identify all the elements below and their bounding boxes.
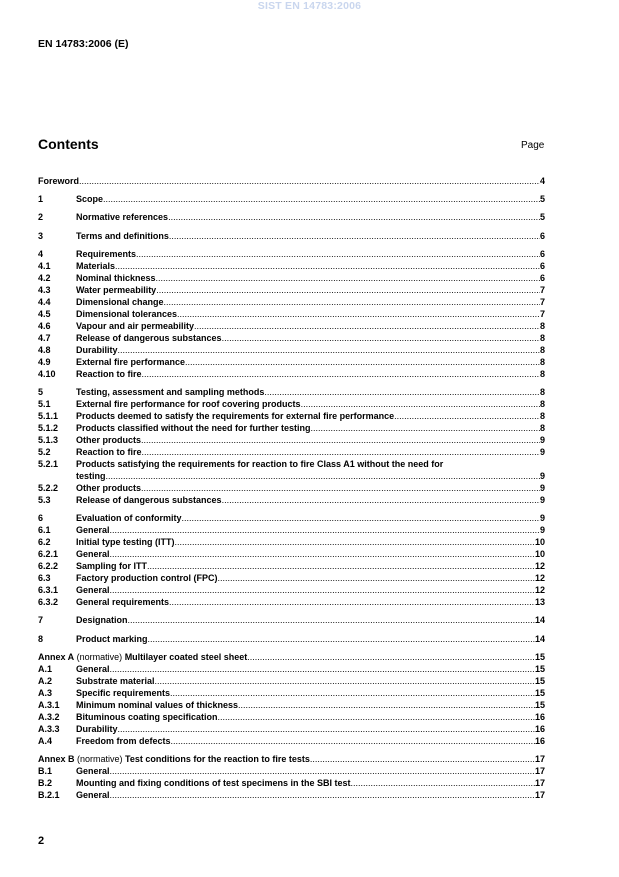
toc-leader-dots — [110, 584, 535, 596]
toc-leader-dots — [394, 410, 540, 422]
toc-entry-number: 2 — [38, 212, 44, 223]
toc-entry-number: 6.2.2 — [38, 561, 59, 572]
toc-leader-dots — [110, 789, 535, 801]
toc-leader-dots — [142, 368, 540, 380]
toc-entry-number: 5.3 — [38, 494, 51, 505]
toc-leader-dots — [170, 687, 535, 699]
toc-leader-dots — [164, 296, 540, 308]
toc-entry-title: Release of dangerous substances — [76, 332, 222, 343]
toc-leader-dots — [110, 548, 535, 560]
toc-entry[interactable] — [38, 422, 545, 434]
toc-leader-dots — [141, 434, 540, 446]
toc-entry-number: 6.3.1 — [38, 585, 59, 596]
toc-page-number: 6 — [539, 248, 545, 259]
toc-entry[interactable] — [38, 446, 545, 458]
toc-entry-title: Bituminous coating specification — [76, 711, 218, 722]
toc-annex-note: (normative) — [74, 651, 125, 662]
toc-entry[interactable] — [38, 663, 545, 675]
toc-entry-title: Sampling for ITT — [76, 561, 147, 572]
toc-entry-number: A.2 — [38, 675, 53, 686]
toc-entry-title: General — [76, 525, 110, 536]
toc-page-number: 8 — [539, 386, 545, 397]
toc-entry-title: Nominal thickness — [76, 272, 156, 283]
toc-entry-number: B.1 — [38, 765, 53, 776]
toc-page-number: 9 — [539, 446, 545, 457]
toc-leader-dots — [115, 260, 540, 272]
toc-leader-dots — [103, 193, 540, 205]
toc-page-number: 9 — [539, 482, 545, 493]
toc-leader-dots — [175, 536, 535, 548]
toc-entry[interactable] — [38, 356, 545, 368]
toc-entry-title: External fire performance — [76, 356, 186, 367]
table-of-contents — [38, 175, 545, 801]
toc-entry[interactable] — [38, 711, 545, 723]
toc-page-number: 7 — [539, 284, 545, 295]
toc-entry-title-continued: testing — [76, 470, 106, 481]
toc-leader-dots — [301, 398, 540, 410]
toc-leader-dots — [169, 230, 540, 242]
toc-leader-dots — [169, 596, 535, 608]
toc-entry[interactable] — [38, 548, 545, 560]
toc-entry[interactable] — [38, 614, 545, 626]
toc-leader-dots — [110, 765, 535, 777]
toc-entry[interactable] — [38, 699, 545, 711]
toc-page-number: 8 — [539, 344, 545, 355]
toc-page-number: 9 — [539, 513, 545, 524]
toc-entry-title: General — [76, 585, 110, 596]
toc-leader-dots — [351, 777, 535, 789]
toc-leader-dots — [156, 284, 540, 296]
toc-entry-title: Freedom from defects — [76, 735, 171, 746]
toc-page-number: 8 — [539, 422, 545, 433]
toc-entry-number: A.3.1 — [38, 699, 60, 710]
toc-page-number: 17 — [534, 765, 545, 776]
toc-entry-number: 7 — [38, 615, 44, 626]
toc-entry[interactable] — [38, 789, 545, 801]
toc-page-number: 7 — [539, 308, 545, 319]
toc-page-number: 9 — [539, 434, 545, 445]
toc-entry[interactable] — [38, 193, 545, 205]
toc-page-number: 5 — [539, 212, 545, 223]
toc-page-number: 12 — [534, 585, 545, 596]
toc-page-number: 15 — [534, 675, 545, 686]
toc-page-number: 7 — [539, 296, 545, 307]
toc-entry-number: 5 — [38, 386, 44, 397]
toc-entry-title: Terms and definitions — [76, 230, 169, 241]
toc-entry[interactable] — [38, 675, 545, 687]
toc-entry-number: 4.10 — [38, 368, 56, 379]
toc-entry-title: Factory production control (FPC) — [76, 573, 218, 584]
toc-entry-title: Evaluation of conformity — [76, 513, 182, 524]
contents-heading: Contents — [38, 136, 99, 152]
toc-entry[interactable] — [38, 572, 545, 584]
toc-entry[interactable] — [38, 458, 545, 482]
toc-entry-title: Dimensional tolerances — [76, 308, 178, 319]
toc-leader-dots — [110, 663, 535, 675]
toc-leader-dots — [310, 753, 535, 765]
toc-entry[interactable] — [38, 260, 545, 272]
toc-page-number: 8 — [539, 356, 545, 367]
toc-entry-number: A.3.2 — [38, 711, 60, 722]
toc-entry-title: Normative references — [76, 212, 169, 223]
toc-entry-title: General — [76, 663, 110, 674]
toc-page-number: 15 — [534, 699, 545, 710]
toc-entry-number: 5.2.2 — [38, 482, 59, 493]
toc-entry-title: Scope — [76, 194, 104, 205]
toc-page-number: 6 — [539, 260, 545, 271]
toc-entry[interactable] — [38, 777, 545, 789]
toc-entry-title: Test conditions for the reaction to fire tests — [125, 753, 310, 764]
toc-entry-number: A.1 — [38, 663, 53, 674]
toc-leader-dots — [222, 494, 540, 506]
toc-entry-number: 5.2.1 — [38, 458, 59, 469]
toc-entry[interactable] — [38, 296, 545, 308]
toc-entry-title: Testing, assessment and sampling methods — [76, 386, 265, 397]
toc-page-number: 14 — [534, 615, 545, 626]
toc-entry-title: Dimensional change — [76, 296, 164, 307]
toc-leader-dots — [311, 422, 540, 434]
toc-entry-title: Designation — [76, 615, 128, 626]
toc-leader-dots — [128, 614, 535, 626]
toc-entry[interactable] — [38, 651, 545, 663]
toc-entry[interactable] — [38, 368, 545, 380]
toc-entry-number: 4.3 — [38, 284, 51, 295]
toc-entry-title: Other products — [76, 482, 142, 493]
toc-page-number: 9 — [539, 525, 545, 536]
toc-entry[interactable] — [38, 633, 545, 645]
toc-page-number: 17 — [534, 789, 545, 800]
toc-entry-title: Water permeability — [76, 284, 157, 295]
toc-entry-number: 5.1.2 — [38, 422, 59, 433]
toc-entry-title: Mounting and fixing conditions of test specimens in the SBI test — [76, 777, 351, 788]
toc-annex-note: (normative) — [74, 753, 126, 764]
page-column-label: Page — [521, 140, 545, 151]
toc-leader-dots — [118, 344, 540, 356]
toc-page-number: 15 — [534, 651, 545, 662]
toc-page-number: 12 — [534, 573, 545, 584]
toc-entry[interactable] — [38, 687, 545, 699]
toc-entry-number: 4.8 — [38, 344, 51, 355]
toc-leader-dots — [264, 386, 540, 398]
toc-page-number: 17 — [534, 753, 545, 764]
toc-entry-title: Product marking — [76, 633, 148, 644]
toc-page-number: 12 — [534, 561, 545, 572]
toc-page-number: 4 — [539, 176, 545, 186]
toc-entry-title: Multilayer coated steel sheet — [124, 651, 248, 662]
toc-leader-dots — [182, 512, 540, 524]
toc-entry-number: 4.1 — [38, 260, 51, 271]
toc-entry-title: Other products — [76, 434, 142, 445]
toc-entry[interactable] — [38, 482, 545, 494]
toc-entry-number: 6.2.1 — [38, 549, 59, 560]
toc-leader-dots — [177, 308, 540, 320]
toc-page-number: 8 — [539, 410, 545, 421]
toc-entry[interactable] — [38, 494, 545, 506]
toc-entry[interactable] — [38, 272, 545, 284]
toc-entry[interactable] — [38, 344, 545, 356]
document-id: EN 14783:2006 (E) — [38, 38, 129, 50]
toc-entry-number: Annex A — [38, 651, 75, 662]
toc-entry[interactable] — [38, 512, 545, 524]
toc-entry-number: Foreword — [38, 176, 80, 186]
toc-entry-title: Products deemed to satisfy the requirements for external fire performance — [76, 410, 395, 421]
toc-entry-number: 5.1 — [38, 398, 51, 409]
toc-entry-number: 6.1 — [38, 525, 51, 536]
toc-entry-number: 1 — [38, 194, 44, 205]
toc-entry-title: Products satisfying the requirements for reaction to fire Class A1 without the need for — [76, 458, 444, 469]
toc-entry-title: Substrate material — [76, 675, 155, 686]
toc-entry[interactable] — [38, 211, 545, 223]
toc-entry-title: Initial type testing (ITT) — [76, 537, 175, 548]
toc-entry-number: B.2 — [38, 777, 53, 788]
toc-page-number: 9 — [539, 470, 545, 481]
toc-entry-number: Annex B — [38, 753, 75, 764]
toc-page-number: 5 — [539, 194, 545, 205]
toc-entry[interactable] — [38, 320, 545, 332]
toc-entry[interactable] — [38, 248, 545, 260]
toc-page-number: 8 — [539, 368, 545, 379]
toc-entry-number: 6.2 — [38, 537, 51, 548]
toc-entry-title: Release of dangerous substances — [76, 494, 222, 505]
toc-leader-dots — [218, 711, 535, 723]
toc-page-number: 10 — [534, 537, 545, 548]
toc-entry-number: 4.5 — [38, 308, 51, 319]
toc-entry-number: 3 — [38, 230, 44, 241]
toc-entry-number: A.4 — [38, 735, 53, 746]
toc-entry[interactable] — [38, 536, 545, 548]
toc-entry[interactable] — [38, 735, 545, 747]
toc-leader-dots — [79, 175, 540, 187]
toc-entry[interactable] — [38, 284, 545, 296]
watermark: SIST EN 14783:2006 — [257, 0, 362, 12]
toc-leader-dots — [141, 482, 540, 494]
toc-entry[interactable] — [38, 560, 545, 572]
toc-page-number: 8 — [539, 398, 545, 409]
toc-leader-dots — [171, 735, 535, 747]
toc-entry-number: 5.1.3 — [38, 434, 59, 445]
toc-leader-dots — [156, 272, 540, 284]
toc-page-number: 14 — [534, 633, 545, 644]
toc-entry-title: General requirements — [76, 597, 170, 608]
toc-entry-number: B.2.1 — [38, 789, 60, 800]
toc-entry-number: 4.7 — [38, 332, 51, 343]
toc-leader-dots — [222, 332, 540, 344]
toc-entry[interactable] — [38, 308, 545, 320]
toc-entry-number: 4.4 — [38, 296, 51, 307]
toc-entry-number: A.3 — [38, 687, 53, 698]
toc-entry[interactable] — [38, 175, 545, 187]
toc-leader-dots — [106, 470, 540, 482]
toc-entry-title: Vapour and air permeability — [76, 320, 195, 331]
toc-page-number: 17 — [534, 777, 545, 788]
toc-page-number: 6 — [539, 230, 545, 241]
toc-entry-title: General — [76, 789, 110, 800]
toc-entry-title: Specific requirements — [76, 687, 171, 698]
toc-entry[interactable] — [38, 410, 545, 422]
toc-page-number: 8 — [539, 332, 545, 343]
toc-entry-title: External fire performance for roof covering products — [76, 398, 301, 409]
toc-page-number: 15 — [534, 663, 545, 674]
toc-page-number: 6 — [539, 272, 545, 283]
toc-entry[interactable] — [38, 398, 545, 410]
toc-entry-number: 5.2 — [38, 446, 51, 457]
toc-entry-title: Requirements — [76, 248, 137, 259]
toc-entry-number: 6.3 — [38, 573, 51, 584]
toc-page-number: 16 — [534, 723, 545, 734]
toc-leader-dots — [218, 572, 535, 584]
toc-entry-title: General — [76, 765, 110, 776]
toc-entry-number: A.3.3 — [38, 723, 60, 734]
toc-entry-number: 4.2 — [38, 272, 51, 283]
toc-leader-dots — [185, 356, 540, 368]
toc-entry-number: 8 — [38, 633, 44, 644]
toc-leader-dots — [136, 248, 540, 260]
toc-entry[interactable] — [38, 230, 545, 242]
toc-entry-number: 4 — [38, 248, 44, 259]
toc-entry[interactable] — [38, 753, 545, 765]
toc-leader-dots — [194, 320, 540, 332]
toc-entry[interactable] — [38, 434, 545, 446]
toc-leader-dots — [238, 699, 535, 711]
toc-entry-title: Products classified without the need for further testing — [76, 422, 311, 433]
toc-entry-title: Durability — [76, 344, 118, 355]
toc-entry[interactable] — [38, 386, 545, 398]
toc-page-number: 10 — [534, 549, 545, 560]
toc-leader-dots — [147, 560, 535, 572]
toc-entry-number: 4.9 — [38, 356, 51, 367]
toc-entry-title: Minimum nominal values of thickness — [76, 699, 239, 710]
toc-entry-number: 6 — [38, 513, 44, 524]
toc-entry[interactable] — [38, 596, 545, 608]
toc-entry[interactable] — [38, 723, 545, 735]
toc-page-number: 9 — [539, 494, 545, 505]
toc-entry-number: 6.3.2 — [38, 597, 59, 608]
toc-entry-title: Durability — [76, 723, 118, 734]
toc-leader-dots — [155, 675, 535, 687]
toc-leader-dots — [247, 651, 535, 663]
toc-page-number: 16 — [534, 735, 545, 746]
toc-entry-title: Reaction to fire — [76, 368, 142, 379]
toc-entry-title: Materials — [76, 260, 116, 271]
toc-page-number: 8 — [539, 320, 545, 331]
toc-entry[interactable] — [38, 524, 545, 536]
toc-leader-dots — [142, 446, 540, 458]
toc-entry-title: General — [76, 549, 110, 560]
toc-leader-dots — [110, 524, 540, 536]
toc-leader-dots — [148, 633, 535, 645]
page-number: 2 — [38, 835, 45, 847]
toc-page-number: 16 — [534, 711, 545, 722]
toc-page-number: 15 — [534, 687, 545, 698]
toc-entry-number: 4.6 — [38, 320, 51, 331]
toc-entry[interactable] — [38, 584, 545, 596]
toc-leader-dots — [168, 211, 540, 223]
toc-entry[interactable] — [38, 765, 545, 777]
toc-entry-title: Reaction to fire — [76, 446, 142, 457]
toc-leader-dots — [118, 723, 535, 735]
toc-entry[interactable] — [38, 332, 545, 344]
toc-page-number: 13 — [534, 597, 545, 608]
toc-entry-number: 5.1.1 — [38, 410, 59, 421]
